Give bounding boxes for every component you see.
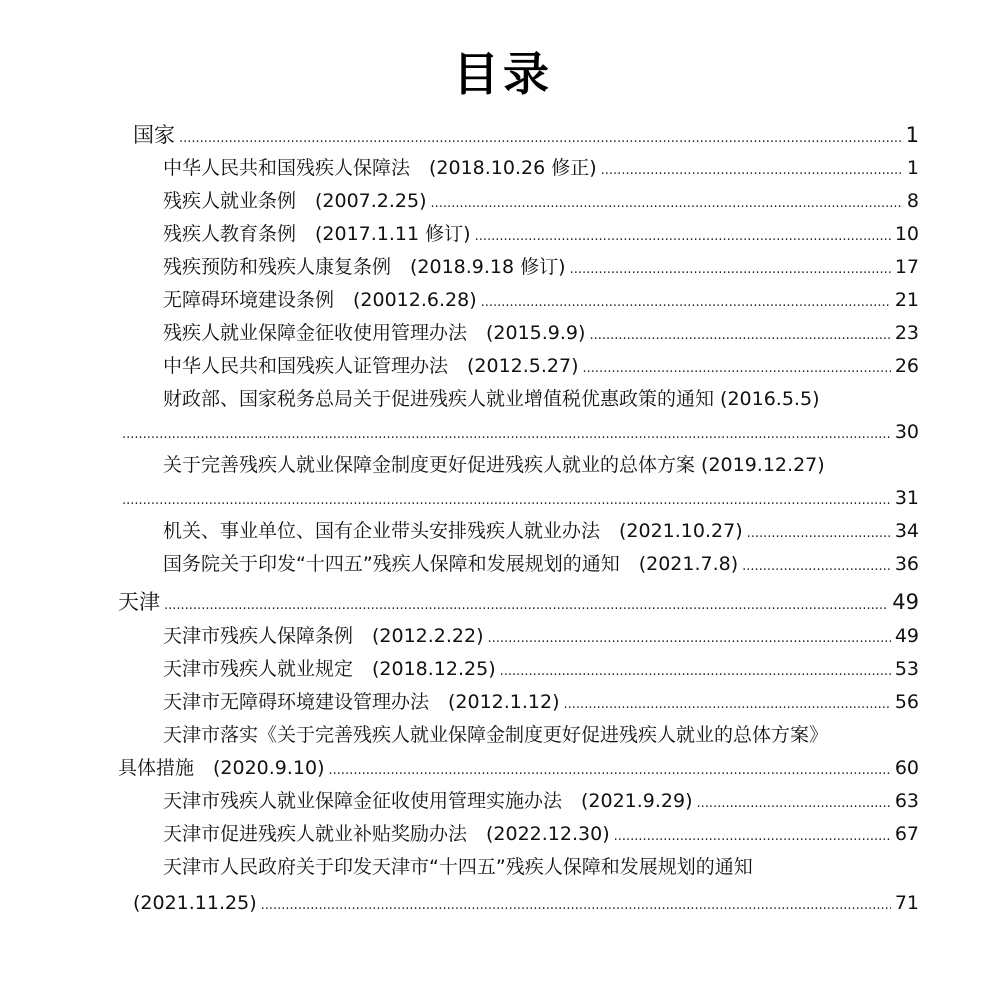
leader-dots <box>261 890 891 919</box>
toc-page: 8 <box>906 190 919 212</box>
toc-label: 天津市残疾人就业规定 (2018.12.25) <box>163 658 496 680</box>
leader-dots <box>564 689 891 718</box>
leader-dots <box>481 287 891 316</box>
toc-label: 具体措施 (2020.9.10) <box>118 757 325 779</box>
toc-entry[interactable] <box>163 623 919 652</box>
leader-dots <box>179 122 902 152</box>
toc-page: 31 <box>894 487 919 509</box>
toc-label: 天津市残疾人就业保障金征收使用管理实施办法 (2021.9.29) <box>163 790 693 812</box>
leader-dots <box>697 788 891 817</box>
leader-dots <box>614 821 891 850</box>
toc-label: 残疾预防和残疾人康复条例 (2018.9.18 修订) <box>163 256 566 278</box>
toc-label: (2021.11.25) <box>133 892 257 914</box>
toc-label: 无障碍环境建设条例 (20012.6.28) <box>163 289 477 311</box>
leader-dots <box>601 155 903 184</box>
toc-entry[interactable] <box>163 188 919 217</box>
toc-label: 天津 <box>118 590 160 614</box>
leader-dots <box>742 551 891 580</box>
toc-entry-label[interactable]: 财政部、国家税务总局关于促进残疾人就业增值税优惠政策的通知 (2016.5.5) <box>163 388 820 410</box>
toc-entry-continuation[interactable] <box>118 755 919 784</box>
toc-page: 71 <box>894 892 919 914</box>
toc-label: 国家 <box>133 123 175 147</box>
toc-page: 23 <box>894 322 919 344</box>
toc-entry-continuation[interactable] <box>133 890 919 919</box>
toc-section-national[interactable] <box>133 122 919 152</box>
toc-entry[interactable] <box>163 155 919 184</box>
toc-entry[interactable] <box>163 518 919 547</box>
toc-label: 中华人民共和国残疾人保障法 (2018.10.26 修正) <box>163 157 597 179</box>
toc-page: 30 <box>894 421 919 443</box>
toc-page: 21 <box>894 289 919 311</box>
toc-entry[interactable] <box>163 551 919 580</box>
toc-entry[interactable] <box>163 320 919 349</box>
leader-dots <box>589 320 890 349</box>
toc-page: 26 <box>894 355 919 377</box>
toc-entry-label[interactable]: 天津市人民政府关于印发天津市“十四五”残疾人保障和发展规划的通知 <box>163 856 753 878</box>
toc-page: 49 <box>894 625 919 647</box>
leader-dots <box>500 656 891 685</box>
toc-entry[interactable] <box>163 254 919 283</box>
toc-page: 67 <box>894 823 919 845</box>
leader-dots <box>431 188 903 217</box>
toc-page: 63 <box>894 790 919 812</box>
toc-entry[interactable] <box>163 287 919 316</box>
toc-page: 60 <box>894 757 919 779</box>
leader-dots <box>122 419 891 448</box>
toc-entry[interactable] <box>163 656 919 685</box>
toc-page: 53 <box>894 658 919 680</box>
page-title: 目录 <box>453 47 553 101</box>
toc-label: 天津市促进残疾人就业补贴奖励办法 (2022.12.30) <box>163 823 610 845</box>
toc-entry[interactable] <box>163 689 919 718</box>
toc-section-tianjin[interactable] <box>118 589 919 619</box>
leader-dots <box>747 518 891 547</box>
leader-dots <box>329 755 891 784</box>
leader-dots <box>583 353 891 382</box>
toc-entry[interactable] <box>163 353 919 382</box>
toc-page: 34 <box>894 520 919 542</box>
toc-entry-continuation[interactable] <box>122 419 919 448</box>
toc-entry[interactable] <box>163 821 919 850</box>
toc-page: 17 <box>894 256 919 278</box>
toc-page: 49 <box>892 590 919 614</box>
toc-entry-continuation[interactable] <box>122 485 919 514</box>
toc-page: 1 <box>906 157 919 179</box>
toc-label: 残疾人教育条例 (2017.1.11 修订) <box>163 223 471 245</box>
leader-dots <box>122 485 891 514</box>
leader-dots <box>164 589 888 619</box>
leader-dots <box>488 623 891 652</box>
leader-dots <box>475 221 891 250</box>
toc-label: 机关、事业单位、国有企业带头安排残疾人就业办法 (2021.10.27) <box>163 520 743 542</box>
toc-page: 56 <box>894 691 919 713</box>
toc-entry[interactable] <box>163 788 919 817</box>
toc-label: 残疾人就业条例 (2007.2.25) <box>163 190 427 212</box>
toc-label: 中华人民共和国残疾人证管理办法 (2012.5.27) <box>163 355 579 377</box>
toc-label: 残疾人就业保障金征收使用管理办法 (2015.9.9) <box>163 322 586 344</box>
toc-page: 1 <box>905 123 919 147</box>
leader-dots <box>570 254 891 283</box>
toc-label: 国务院关于印发“十四五”残疾人保障和发展规划的通知 (2021.7.8) <box>163 553 739 575</box>
toc-label: 天津市残疾人保障条例 (2012.2.22) <box>163 625 484 647</box>
toc-entry-label[interactable]: 关于完善残疾人就业保障金制度更好促进残疾人就业的总体方案 (2019.12.27) <box>163 454 825 476</box>
toc-entry-label[interactable]: 天津市落实《关于完善残疾人就业保障金制度更好促进残疾人就业的总体方案》 <box>163 724 829 746</box>
toc-page: 10 <box>894 223 919 245</box>
toc-label: 天津市无障碍环境建设管理办法 (2012.1.12) <box>163 691 560 713</box>
toc-entry[interactable] <box>163 221 919 250</box>
toc-page: 36 <box>894 553 919 575</box>
